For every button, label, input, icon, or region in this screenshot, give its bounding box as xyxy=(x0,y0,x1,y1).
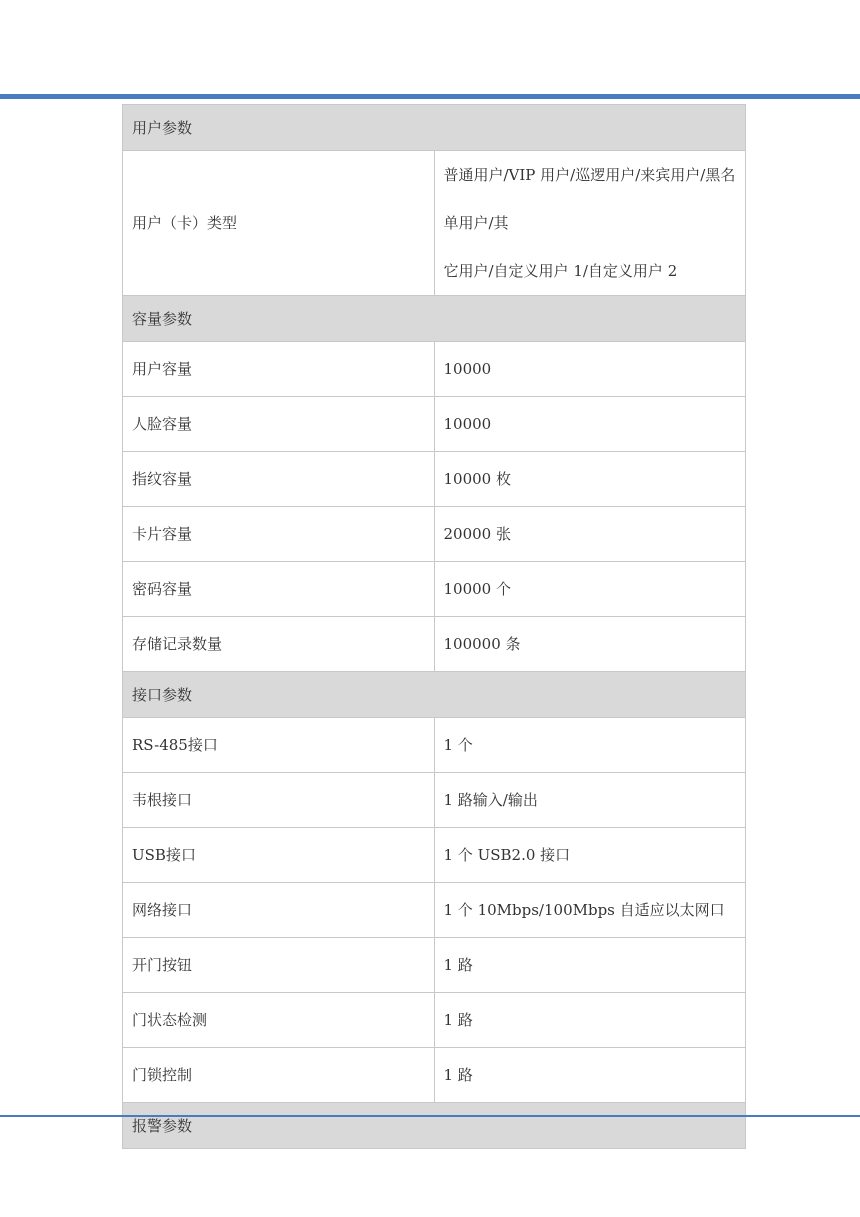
table-row xyxy=(123,562,746,617)
row-value: 10000 xyxy=(434,342,746,397)
row-value: 10000 xyxy=(434,397,746,452)
row-value: 100000 条 xyxy=(434,617,746,672)
section-title: 报警参数 xyxy=(123,1103,746,1149)
row-label: 密码容量 xyxy=(123,562,435,617)
row-value-line: 普通用户/VIP 用户/巡逻用户/来宾用户/黑名单用户/其 xyxy=(443,166,736,232)
section-row-user xyxy=(123,105,746,151)
section-row-interface xyxy=(123,672,746,718)
row-label: 用户（卡）类型 xyxy=(123,151,435,296)
table-row xyxy=(123,993,746,1048)
row-label: 卡片容量 xyxy=(123,507,435,562)
row-value: 1 个 USB2.0 接口 xyxy=(434,828,746,883)
row-label: RS-485接口 xyxy=(123,718,435,773)
table-row xyxy=(123,151,746,296)
row-label: 人脸容量 xyxy=(123,397,435,452)
table-row xyxy=(123,452,746,507)
section-row-alarm xyxy=(123,1103,746,1149)
section-title: 用户参数 xyxy=(123,105,746,151)
row-value: 20000 张 xyxy=(434,507,746,562)
row-value-line: 它用户/自定义用户 1/自定义用户 2 xyxy=(443,262,678,280)
row-label: 韦根接口 xyxy=(123,773,435,828)
row-label: USB接口 xyxy=(123,828,435,883)
row-label: 门状态检测 xyxy=(123,993,435,1048)
table-row xyxy=(123,883,746,938)
header-rule xyxy=(0,94,860,99)
row-value: 10000 枚 xyxy=(434,452,746,507)
row-value: 10000 个 xyxy=(434,562,746,617)
table-row xyxy=(123,342,746,397)
row-value xyxy=(434,151,746,296)
section-title: 容量参数 xyxy=(123,296,746,342)
table-row xyxy=(123,773,746,828)
table-row xyxy=(123,828,746,883)
row-value: 1 路 xyxy=(434,1048,746,1103)
table-row xyxy=(123,1048,746,1103)
table-row xyxy=(123,938,746,993)
row-label: 网络接口 xyxy=(123,883,435,938)
row-value: 1 路 xyxy=(434,993,746,1048)
row-label: 开门按钮 xyxy=(123,938,435,993)
row-value: 1 个 xyxy=(434,718,746,773)
row-label: 用户容量 xyxy=(123,342,435,397)
table-row xyxy=(123,718,746,773)
table-row xyxy=(123,507,746,562)
row-label: 门锁控制 xyxy=(123,1048,435,1103)
footer-rule xyxy=(0,1115,860,1117)
spec-table xyxy=(122,104,746,1149)
row-label: 存储记录数量 xyxy=(123,617,435,672)
table-row xyxy=(123,397,746,452)
row-value: 1 个 10Mbps/100Mbps 自适应以太网口 xyxy=(434,883,746,938)
row-value: 1 路 xyxy=(434,938,746,993)
row-label: 指纹容量 xyxy=(123,452,435,507)
table-row xyxy=(123,617,746,672)
section-row-capacity xyxy=(123,296,746,342)
row-value: 1 路输入/输出 xyxy=(434,773,746,828)
section-title: 接口参数 xyxy=(123,672,746,718)
